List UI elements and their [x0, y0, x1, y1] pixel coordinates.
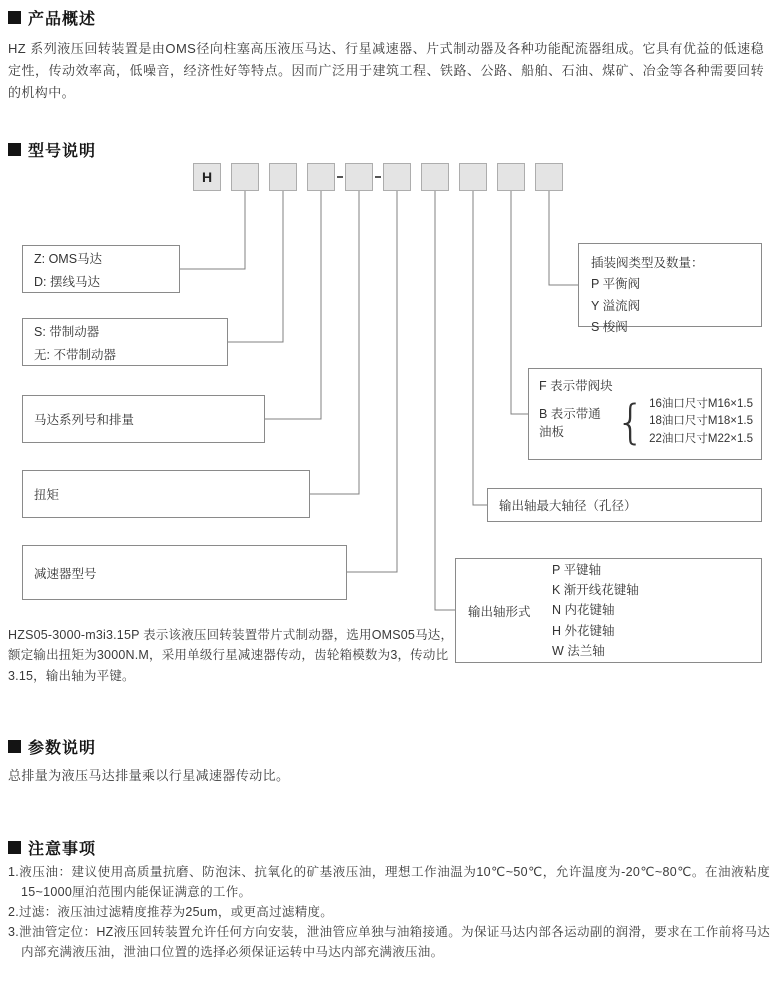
- model-prefix-box: H: [193, 163, 221, 191]
- params-body: 总排量为液压马达排量乘以行星减速器传动比。: [8, 768, 290, 783]
- label-valve: [578, 243, 762, 334]
- shaft-form-items: [552, 559, 639, 662]
- note-item: 3.泄油管定位：HZ液压回转装置允许任何方向安装，泄油管应单独与油箱接通。为保证马达内部各运动副的润滑，要求在工作前将马达内部充满液压油，泄油口位置的选择必须保证运转中马达内部充满液压油。: [8, 925, 770, 959]
- notes-title: 注意事项: [28, 841, 97, 858]
- model-code-box: [497, 163, 525, 191]
- model-code-box: [307, 163, 335, 191]
- label-series: 马达系列号和排量: [22, 395, 265, 443]
- shaft-form-item: H 外花键轴: [552, 623, 615, 638]
- label-valve-block: [528, 368, 762, 460]
- shaft-form-item: P 平键轴: [552, 562, 602, 577]
- block-sizes: [649, 396, 753, 448]
- motor-type-line1: Z: OMS马达: [34, 251, 103, 266]
- model-code-box: [345, 163, 373, 191]
- block-size: 16油口尺寸M16×1.5: [649, 398, 753, 410]
- bullet-square-icon: [8, 143, 21, 156]
- model-code-box: [231, 163, 259, 191]
- section-notes-heading: [8, 836, 96, 859]
- model-code-box: [269, 163, 297, 191]
- model-code-box: [535, 163, 563, 191]
- motor-type-line2: D: 摆线马达: [34, 274, 100, 289]
- section-overview-heading: [8, 6, 96, 29]
- model-diagram: [0, 158, 778, 703]
- block-row: [539, 396, 753, 448]
- brake-line2: 无: 不带制动器: [34, 347, 116, 362]
- notes-list: [8, 862, 770, 962]
- brake-line1: S: 带制动器: [34, 324, 100, 339]
- valve-item: P 平衡阀: [591, 277, 641, 292]
- model-code-box: [459, 163, 487, 191]
- block-brace: {: [615, 394, 646, 449]
- shaft-form-item: K 渐开线花键轴: [552, 583, 639, 598]
- block-size: 22油口尺寸M22×1.5: [649, 432, 753, 445]
- block-line2: B 表示带通油板: [539, 406, 601, 439]
- bullet-square-icon: [8, 740, 21, 753]
- code-dash: [375, 176, 381, 178]
- bullet-square-icon: [8, 841, 21, 854]
- block-size: 18油口尺寸M18×1.5: [649, 415, 753, 428]
- valve-item: S 梭阀: [591, 319, 628, 334]
- params-title: 参数说明: [28, 740, 97, 757]
- shaft-form-item: N 内花键轴: [552, 603, 615, 618]
- bullet-square-icon: [8, 11, 21, 24]
- section-params-heading: [8, 735, 96, 758]
- model-code-box: [421, 163, 449, 191]
- overview-title: 产品概述: [28, 11, 97, 28]
- note-item: 2.过滤：液压油过滤精度推荐为25um，或更高过滤精度。: [8, 905, 334, 919]
- label-shaft-diameter: 输出轴最大轴径（孔径）: [487, 488, 762, 522]
- model-code-box: [383, 163, 411, 191]
- valve-item: Y 溢流阀: [591, 298, 641, 313]
- code-dash: [337, 176, 343, 178]
- label-brake: [22, 318, 228, 366]
- note-item: 1.液压油：建议使用高质量抗磨、防泡沫、抗氧化的矿基液压油，理想工作油温为10℃~50℃，允许温度为-20℃~80℃。在油液粘度15~1000厘泊范围内能保证满意的工作。: [8, 865, 770, 899]
- label-shaft-form: [455, 558, 762, 663]
- label-motor-type: [22, 245, 180, 293]
- valve-title: 插装阀类型及数量：: [591, 256, 704, 270]
- label-reducer: 减速器型号: [22, 545, 347, 600]
- model-title: 型号说明: [28, 143, 97, 160]
- block-line1: F 表示带阀块: [539, 379, 613, 393]
- label-torque: 扭矩: [22, 470, 310, 518]
- model-example: HZS05-3000-m3i3.15P 表示该液压回转装置带片式制动器，选用OMS05马达，额定输出扭矩为3000N.M，采用单级行星减速器传动，齿轮箱模数为3，传动比3.15，输出轴为平键。: [8, 628, 454, 683]
- shaft-form-title: 输出轴形式: [468, 604, 531, 619]
- shaft-form-item: W 法兰轴: [552, 643, 605, 658]
- overview-body: HZ 系列液压回转装置是由OMS径向柱塞高压液压马达、行星减速器、片式制动器及各种功能配流器组成。它具有优益的低速稳定性，传动效率高，低噪音，经济性好等特点。因而广泛用于建筑工程、铁路、公路、船舶、石油、煤矿、冶金等各种需要回转的机构中。: [8, 41, 764, 101]
